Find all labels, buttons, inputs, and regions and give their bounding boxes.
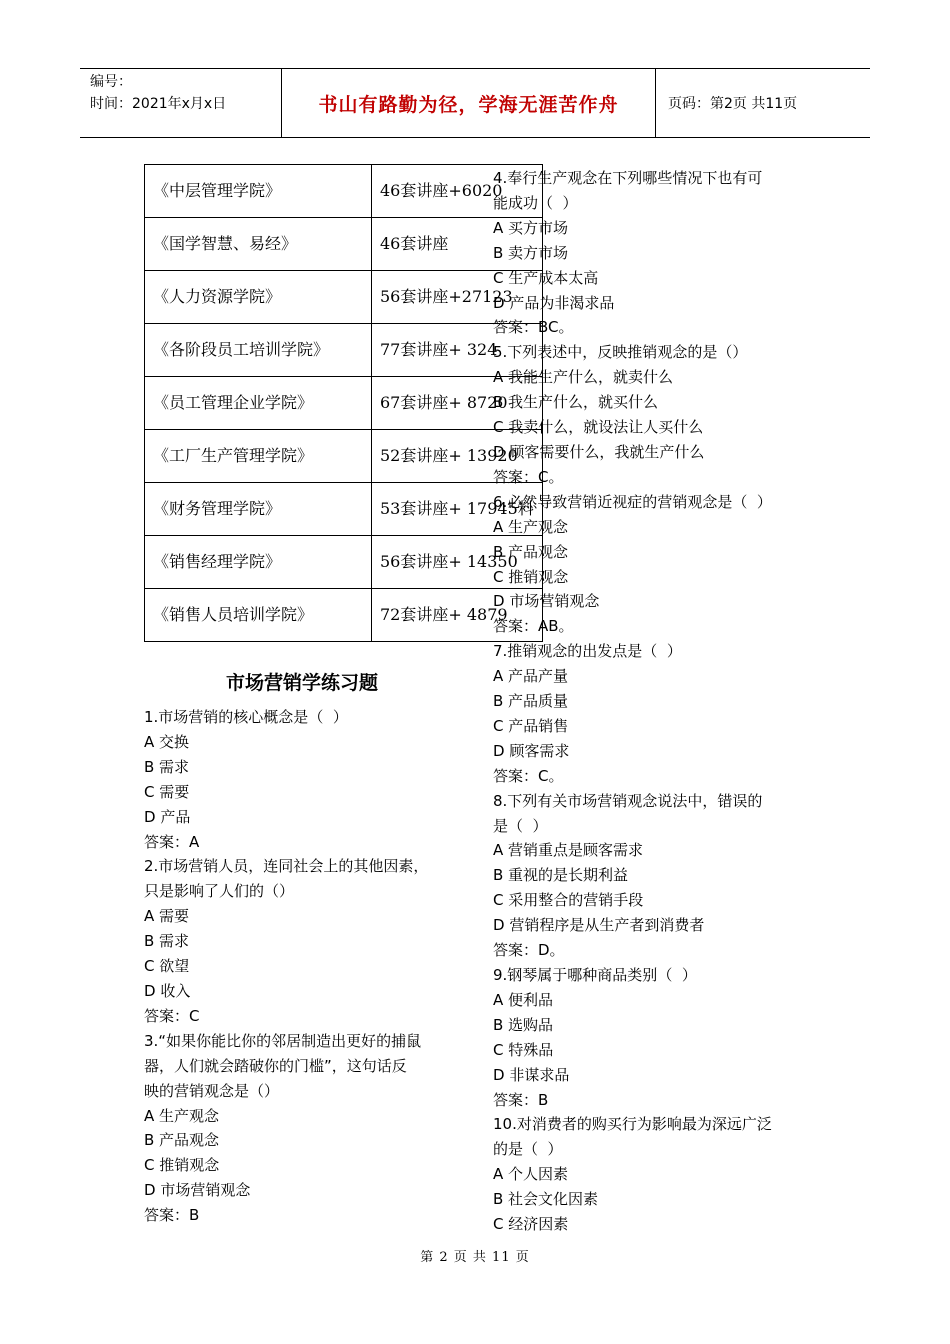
course-detail: 52套讲座+ 13920 (372, 430, 543, 483)
course-name: 《员工管理企业学院》 (145, 377, 372, 430)
question-line: D 顾客需求 (493, 741, 570, 760)
course-detail: 67套讲座+ 8720 (372, 377, 543, 430)
question-line: 答案：B (493, 1090, 549, 1109)
course-name: 《财务管理学院》 (145, 483, 372, 536)
question-line: C 我卖什么，就设法让人买什么 (493, 418, 704, 437)
question-line: B 重视的是长期利益 (493, 866, 629, 885)
question-line: B 需求 (144, 757, 190, 776)
question-line: A 买方市场 (493, 218, 569, 237)
question-line: A 便利品 (493, 990, 554, 1009)
question-line: A 个人因素 (493, 1165, 569, 1184)
question-line: C 推销观念 (144, 1156, 220, 1175)
question-line: 答案：C (144, 1006, 200, 1025)
section-title: 市场营销学练习题 (225, 672, 378, 694)
header-meta (80, 69, 282, 137)
question-line: 5.下列表述中，反映推销观念的是（） (493, 343, 748, 362)
question-line: A 营销重点是顾客需求 (493, 841, 644, 860)
question-line: 答案：AB。 (493, 617, 574, 636)
question-line: C 经济因素 (493, 1215, 569, 1234)
course-row (145, 430, 543, 483)
question-line: B 社会文化因素 (493, 1190, 599, 1209)
question-line: 答案：D。 (493, 941, 565, 960)
question-line: 1.市场营销的核心概念是（ ） (144, 708, 348, 726)
question-line: A 我能生产什么，就卖什么 (493, 368, 674, 387)
question-line: D 营销程序是从生产者到消费者 (493, 916, 705, 935)
course-row (145, 271, 543, 324)
course-name: 《各阶段员工培训学院》 (145, 324, 372, 377)
course-detail: 46套讲座+6020 (372, 165, 543, 218)
question-line: B 产品观念 (144, 1131, 220, 1150)
question-line: D 产品为非渴求品 (493, 293, 615, 312)
question-line: 答案：A (144, 832, 200, 851)
question-line: B 产品观念 (493, 542, 569, 561)
header-motto-cell (282, 69, 656, 137)
course-detail: 72套讲座+ 4879 (372, 589, 543, 642)
question-line: D 市场营销观念 (493, 592, 600, 611)
course-detail: 46套讲座 (372, 218, 543, 271)
question-line: 3.“如果你能比你的邻居制造出更好的捕鼠 (144, 1031, 422, 1050)
question-line: 答案：B (144, 1206, 200, 1225)
course-detail: 56套讲座+27123 (372, 271, 543, 324)
question-line: B 产品质量 (493, 692, 569, 711)
question-line: C 采用整合的营销手段 (493, 891, 644, 910)
question-line: 能成功（ ） (493, 193, 578, 212)
course-name: 《国学智慧、易经》 (145, 218, 372, 271)
question-line: 答案：C。 (493, 766, 564, 785)
course-row (145, 483, 543, 536)
question-line: B 需求 (144, 932, 190, 951)
course-row (145, 377, 543, 430)
question-line: C 推销观念 (493, 567, 569, 586)
course-row (145, 324, 543, 377)
course-name: 《人力资源学院》 (145, 271, 372, 324)
question-line: D 顾客需要什么，我就生产什么 (493, 442, 705, 461)
course-row (145, 218, 543, 271)
course-detail: 53套讲座+ 17945料 (372, 483, 543, 536)
course-detail: 56套讲座+ 14350 (372, 536, 543, 589)
course-name: 《工厂生产管理学院》 (145, 430, 372, 483)
course-name: 《销售人员培训学院》 (145, 589, 372, 642)
question-line: 9.钢琴属于哪种商品类别（ ） (493, 966, 697, 984)
course-table (144, 164, 543, 642)
question-line: C 产品销售 (493, 716, 569, 735)
question-line: 映的营销观念是（） (144, 1081, 280, 1100)
question-line: C 特殊品 (493, 1040, 554, 1059)
course-name: 《销售经理学院》 (145, 536, 372, 589)
question-line: C 需要 (144, 782, 190, 801)
question-line: C 欲望 (144, 957, 190, 976)
question-line: 答案：BC。 (493, 318, 574, 337)
date-label: 时间：2021年x月x日 (90, 96, 227, 112)
question-line: D 非谋求品 (493, 1065, 570, 1084)
question-line: A 交换 (144, 732, 190, 751)
question-line: 只是影响了人们的（） (144, 882, 295, 901)
question-line: 答案：C。 (493, 467, 564, 486)
question-line: A 生产观念 (493, 517, 569, 536)
course-row (145, 536, 543, 589)
question-line: C 生产成本太高 (493, 268, 599, 287)
question-line: 7.推销观念的出发点是（ ） (493, 642, 682, 661)
header-page-info: 页码：第2页 共11页 (668, 96, 798, 112)
course-row (145, 165, 543, 218)
question-line: D 产品 (144, 807, 191, 826)
question-line: B 卖方市场 (493, 243, 569, 262)
header-motto: 书山有路勤为径，学海无涯苦作舟 (318, 93, 619, 116)
question-line: 器，人们就会踏破你的门槛”，这句话反 (144, 1056, 407, 1075)
code-label: 编号： (90, 74, 132, 90)
question-line: 2.市场营销人员，连同社会上的其他因素， (144, 857, 429, 876)
questions-right-column (493, 166, 823, 1237)
question-line: A 产品产量 (493, 667, 569, 686)
course-row (145, 589, 543, 642)
question-line: 10.对消费者的购买行为影响最为深远广泛 (493, 1115, 772, 1134)
question-line: B 选购品 (493, 1015, 554, 1034)
course-name: 《中层管理学院》 (145, 165, 372, 218)
question-line: 6.必然导致营销近视症的营销观念是（ ） (493, 492, 772, 511)
question-line: D 市场营销观念 (144, 1181, 251, 1200)
question-line: A 生产观念 (144, 1106, 220, 1125)
question-line: 8.下列有关市场营销观念说法中，错误的 (493, 791, 763, 810)
page-footer: 第 2 页 共 11 页 (420, 1250, 530, 1265)
page-header (80, 68, 870, 138)
question-line: A 需要 (144, 907, 190, 926)
question-line: B 我生产什么，就买什么 (493, 393, 659, 412)
questions-left-column (144, 705, 474, 1228)
question-line: 是（ ） (493, 816, 548, 835)
question-line: D 收入 (144, 981, 191, 1000)
course-detail: 77套讲座+ 324 (372, 324, 543, 377)
question-line: 的是（ ） (493, 1140, 563, 1159)
question-line: 4.奉行生产观念在下列哪些情况下也有可 (493, 169, 763, 187)
header-page-info-cell (656, 69, 870, 137)
